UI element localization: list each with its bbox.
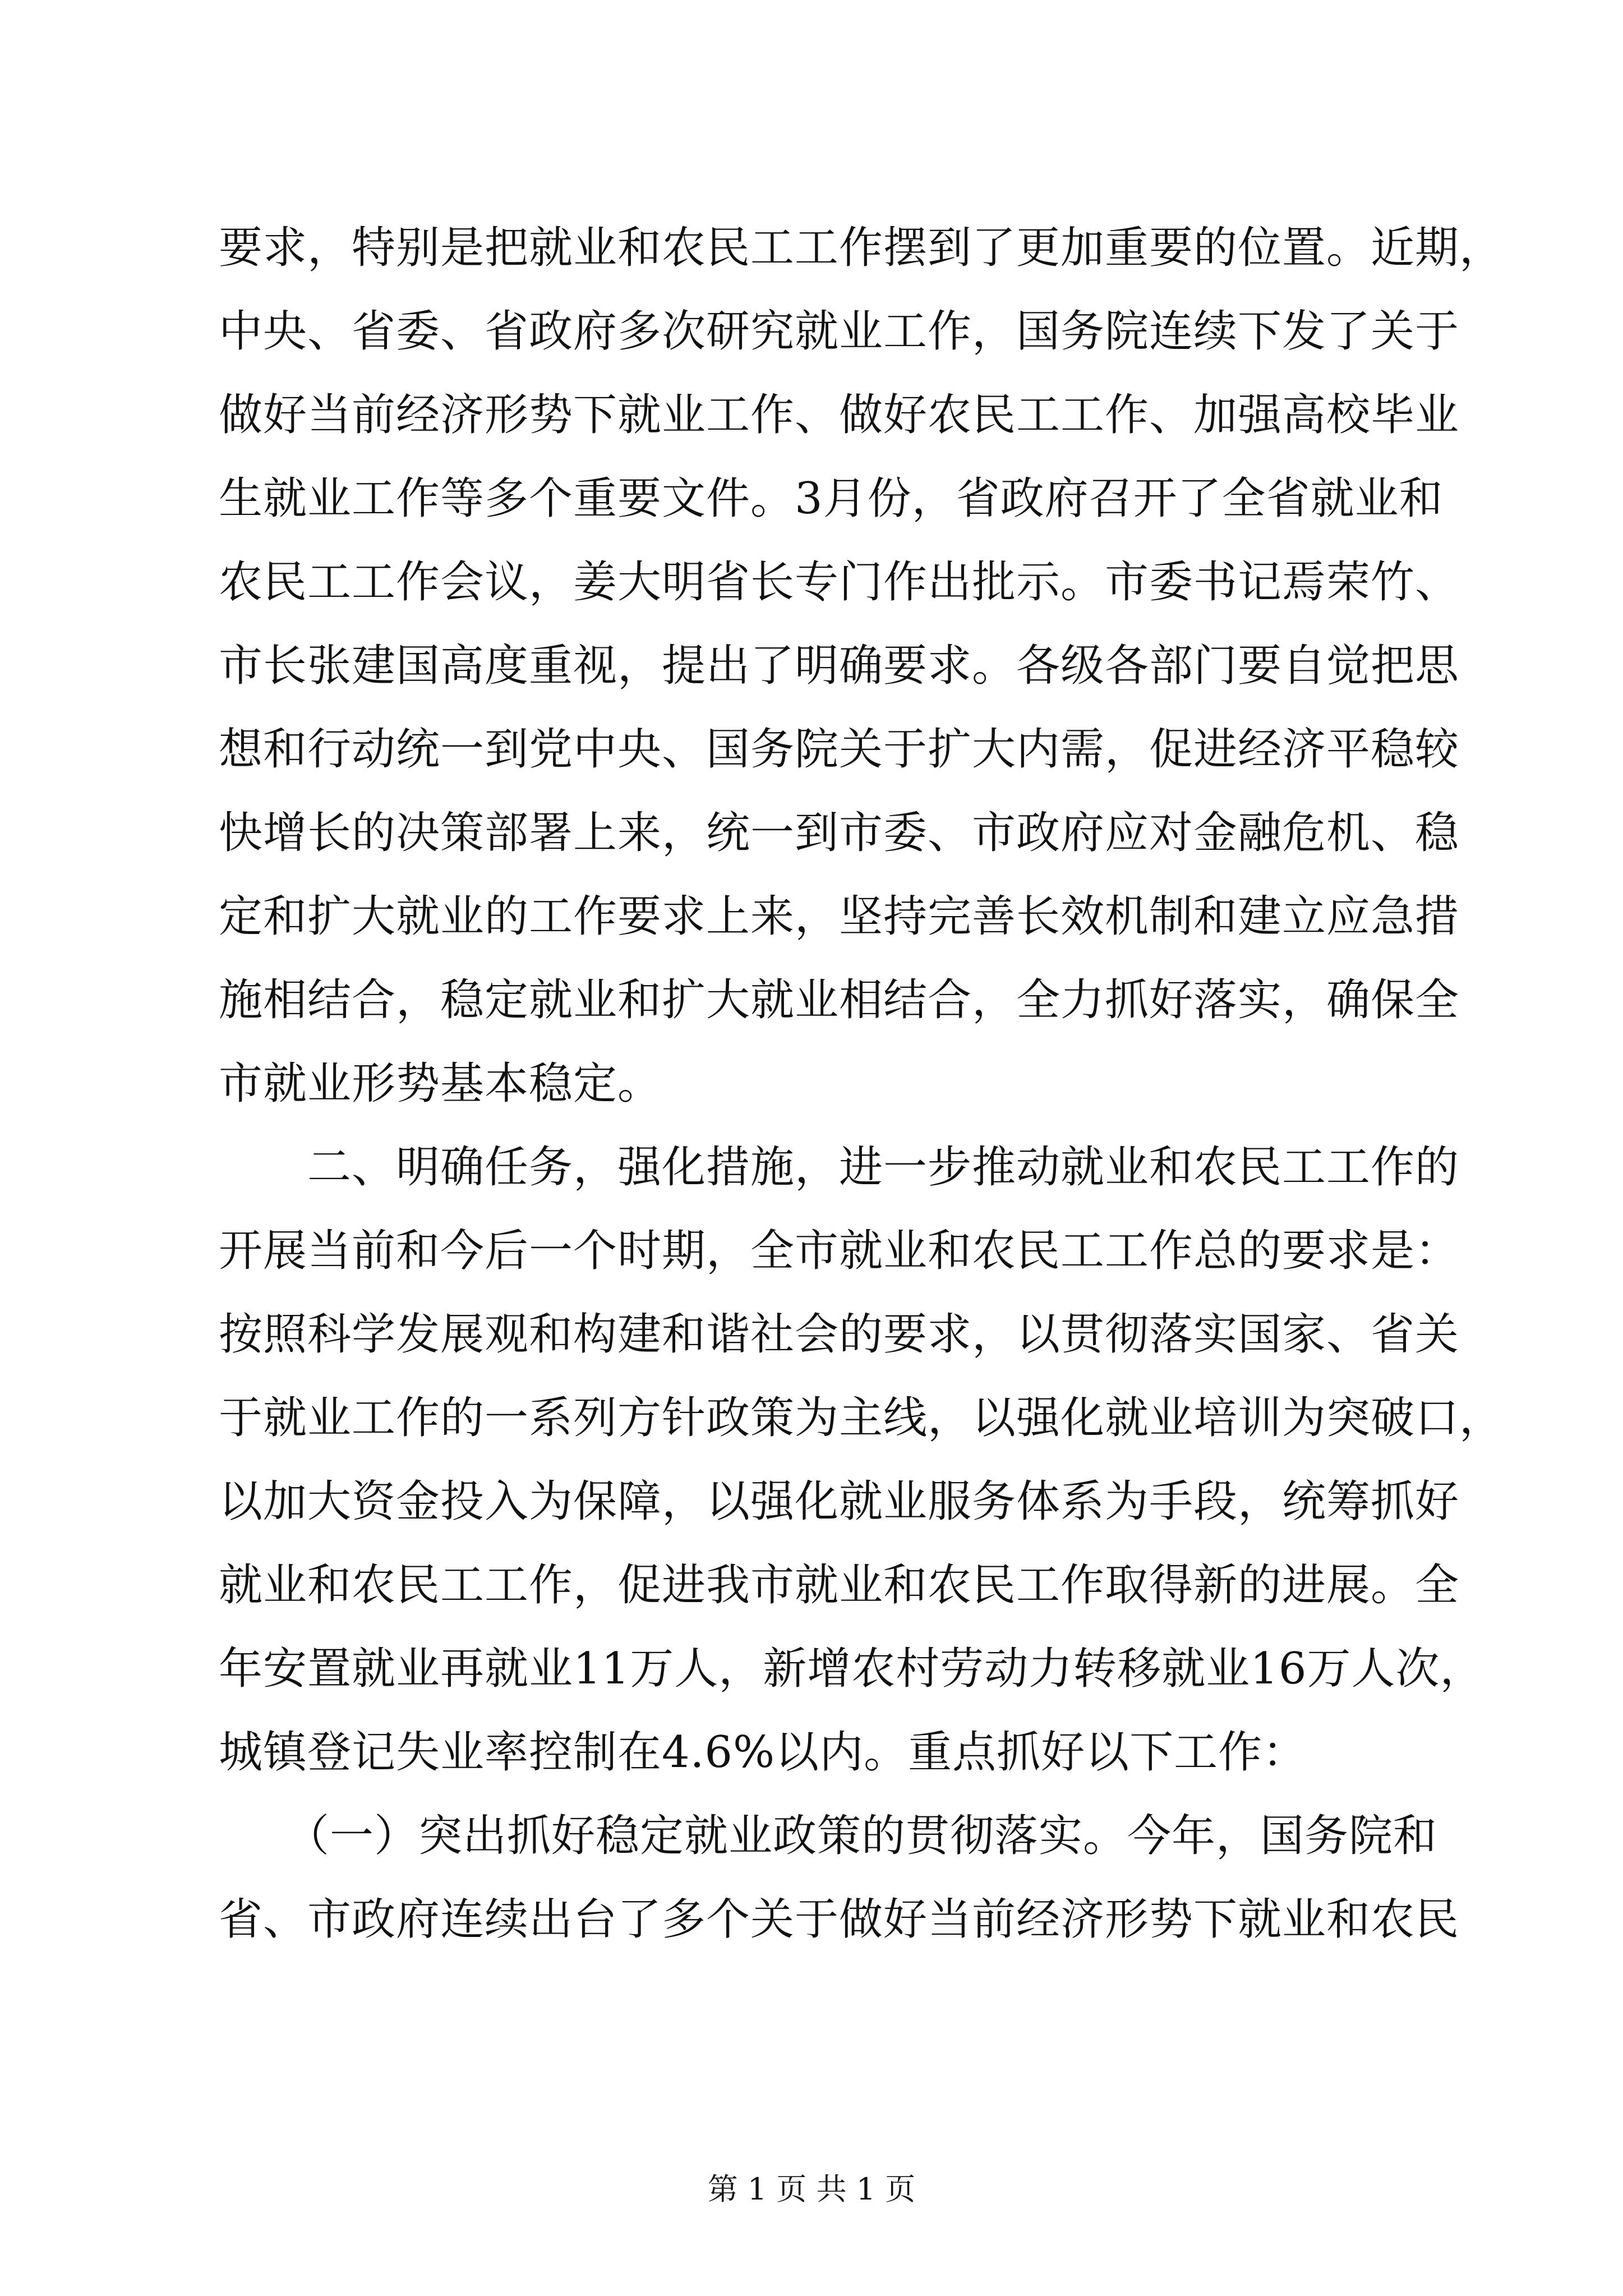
text-line: 快增长的决策部署上来，统一到市委、市政府应对金融危机、稳 <box>219 808 1460 858</box>
text-line: 定和扩大就业的工作要求上来，坚持完善长效机制和建立应急措 <box>219 891 1460 942</box>
text-line: 中央、省委、省政府多次研究就业工作，国务院连续下发了关于 <box>219 306 1460 357</box>
text-line: 城镇登记失业率控制在4.6%以内。重点抓好以下工作： <box>219 1727 1307 1778</box>
text-line: 开展当前和今后一个时期，全市就业和农民工工作总的要求是： <box>219 1226 1460 1276</box>
text-line: 以加大资金投入为保障，以强化就业服务体系为手段，统筹抓好 <box>219 1476 1460 1527</box>
text-line: 就业和农民工工作，促进我市就业和农民工作取得新的进展。全 <box>219 1560 1460 1611</box>
subsection-heading-line: （一）突出抓好稳定就业政策的贯彻落实。今年，国务院和 <box>219 1811 1438 1861</box>
text-line: 按照科学发展观和构建和谐社会的要求，以贯彻落实国家、省关 <box>219 1309 1460 1360</box>
text-line: 省、市政府连续出台了多个关于做好当前经济形势下就业和农民 <box>219 1894 1460 1945</box>
text-line: 施相结合，稳定就业和扩大就业相结合，全力抓好落实，确保全 <box>219 975 1460 1025</box>
text-line: 农民工工作会议，姜大明省长专门作出批示。市委书记焉荣竹、 <box>219 557 1460 608</box>
text-line: 想和行动统一到党中央、国务院关于扩大内需，促进经济平稳较 <box>219 724 1460 775</box>
document-body <box>219 206 1504 1962</box>
page-number-footer: 第 1 页 共 1 页 <box>707 2171 916 2207</box>
text-line: 市就业形势基本稳定。 <box>219 1059 662 1109</box>
text-line: 市长张建国高度重视，提出了明确要求。各级各部门要自觉把思 <box>219 641 1460 691</box>
text-line: 年安置就业再就业11万人，新增农村劳动力转移就业16万人次， <box>219 1644 1484 1694</box>
text-line: 做好当前经济形势下就业工作、做好农民工工作、加强高校毕业 <box>219 390 1460 440</box>
text-line: 于就业工作的一系列方针政策为主线，以强化就业培训为突破口， <box>219 1393 1504 1443</box>
text-line: 要求，特别是把就业和农民工工作摆到了更加重要的位置。近期， <box>219 223 1504 273</box>
section-heading-line: 二、明确任务，强化措施，进一步推动就业和农民工工作的 <box>219 1142 1460 1193</box>
text-line: 生就业工作等多个重要文件。3月份，省政府召开了全省就业和 <box>219 473 1444 524</box>
